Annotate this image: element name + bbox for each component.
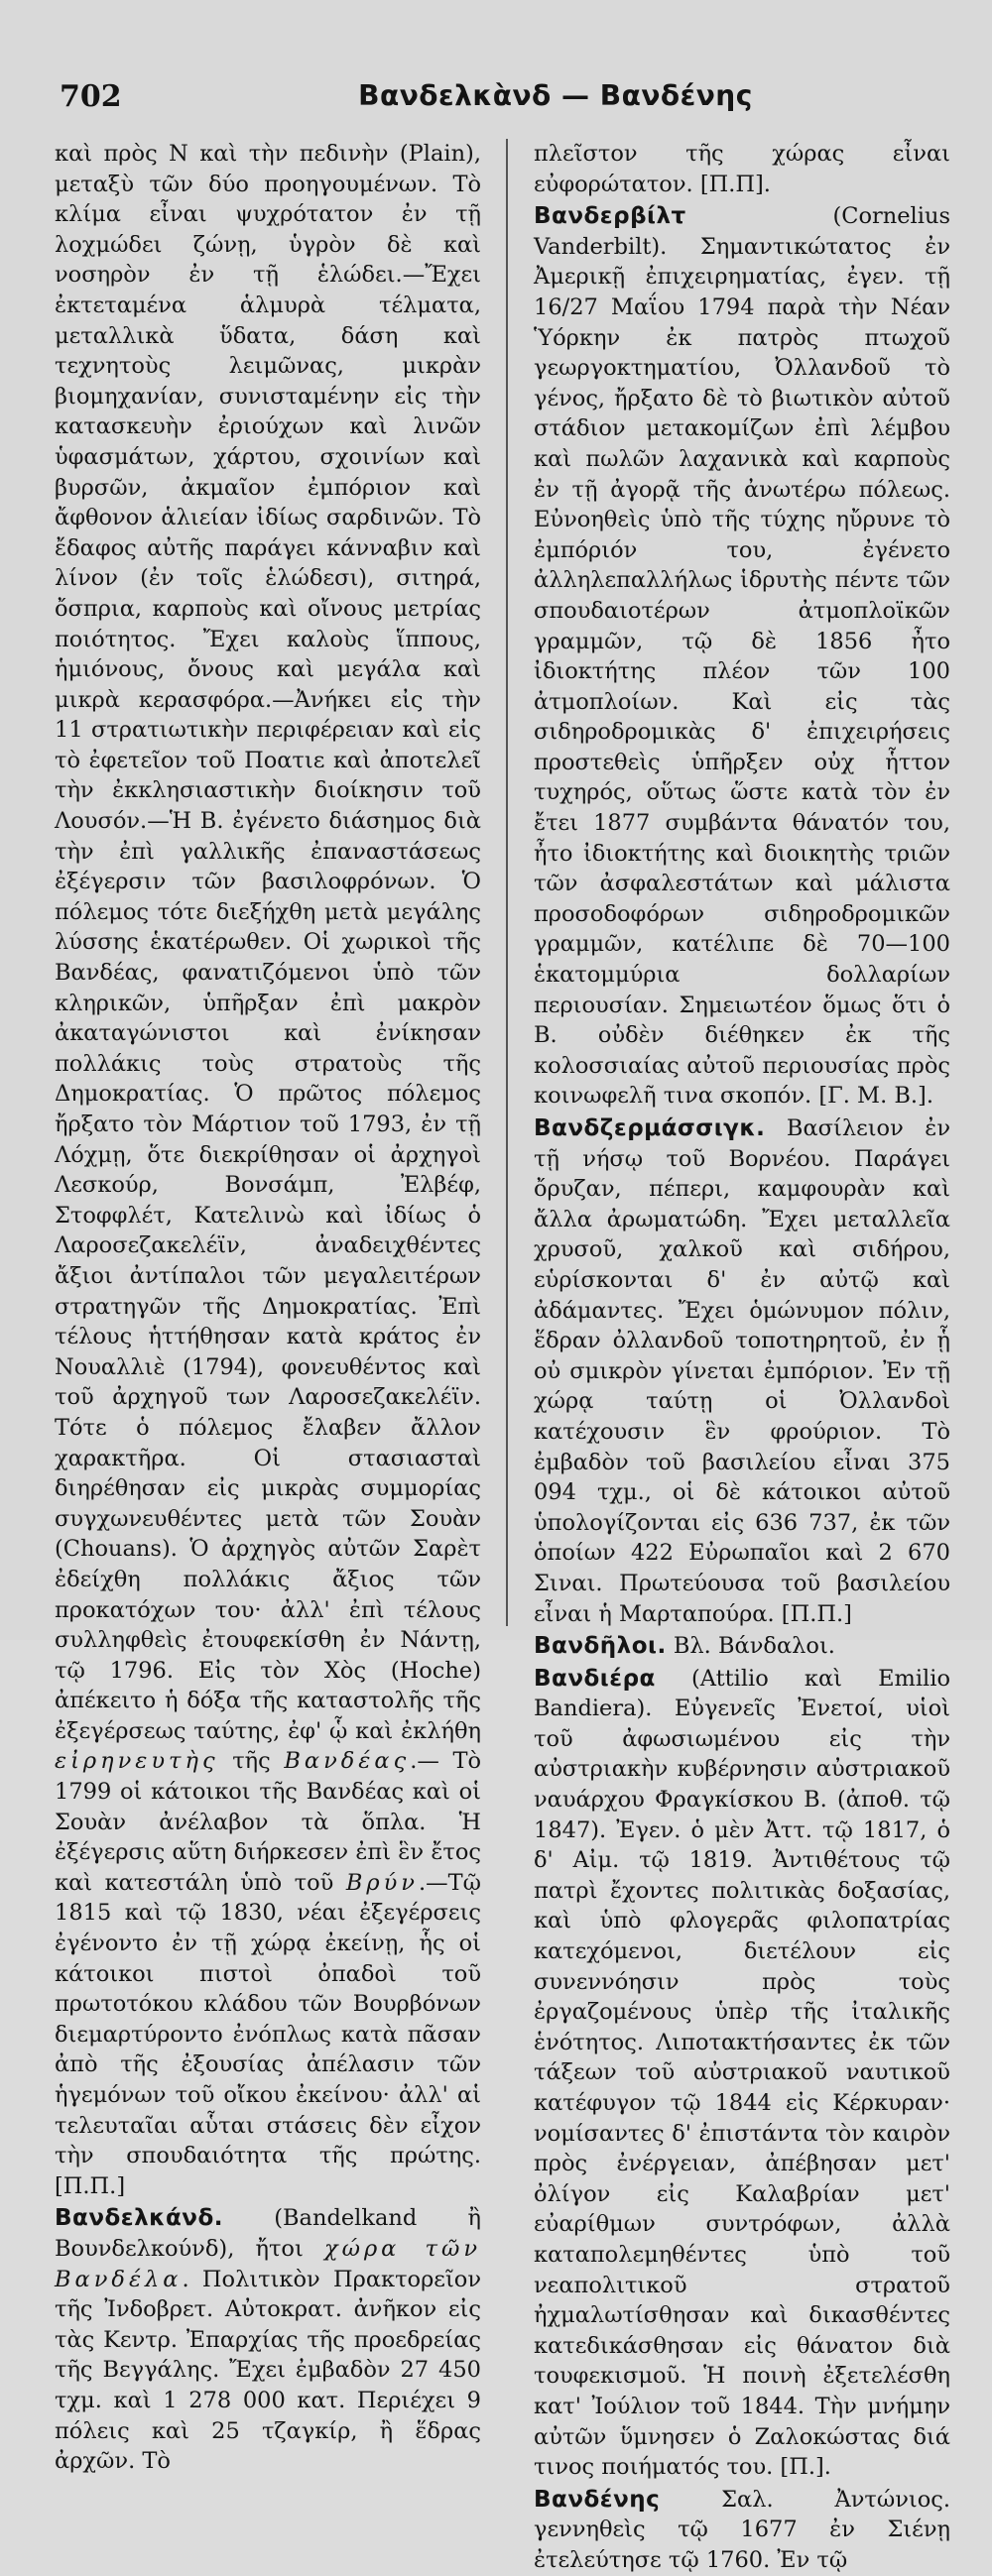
entry-bandjermasin (534, 1113, 950, 1629)
entry-bandelkand (55, 2203, 481, 2476)
entry-headword: Βανδένης (534, 2486, 661, 2513)
entry-text: (Cornelius Vanderbilt). Σημαντικώτατος ἐν Ἀμερικῇ ἐπιχειρηματίας, ἐγεν. τῇ 16/27 Μαΐου 1794 παρὰ τὴν Νέαν Ὑόρκην ἐκ πατρὸς πτωχοῦ γεωργοκτηματίου, Ὀλλανδοῦ τὸ γένος, ἤρξατο δὲ τὸ βιωτικὸν αὐτοῦ στάδιον μετακομίζων ἐπὶ λέμβου καὶ πωλῶν λαχανικὰ καὶ καρποὺς ἐν τῇ ἀγορᾷ τῆς ἀνωτέρω πόλεως. Εὐνοηθεὶς ὑπὸ τῆς τύχης ηὔρυνε τὸ ἐμπόριόν του, ἐγένετο ἀλληλεπαλλήλως ἱδρυτὴς πέντε τῶν σπουδαιοτέρων ἀτμοπλοϊκῶν γραμμῶν, τῷ δὲ 1856 ἦτο ἰδιοκτήτης πλέον τῶν 100 ἀτμοπλοίων. Καὶ εἰς τὰς σιδηροδρομικὰς δ' ἐπιχειρήσεις προστεθεὶς ὑπῆρξεν οὐχ ἧττον τυχηρός, οὕτως ὥστε κατὰ τὸν ἐν ἔτει 1877 συμβάντα θάνατόν του, ἦτο ἰδιοκτήτης καὶ διοικητὴς τριῶν τῶν ἀσφαλεστάτων καὶ μάλιστα προσοδοφόρων σιδηροδρομικῶν γραμμῶν, κατέλιπε δὲ 70—100 ἑκατομμύρια δολλαρίων περιουσίαν. Σημειωτέον ὅμως ὅτι ὁ Β. οὐδὲν διέθηκεν ἐκ τῆς κολοσσιαίας αὐτοῦ περιουσίας πρὸς κοινωφελῆ τινα σκοπόν. [Γ. Μ. Β.]. (534, 203, 950, 1110)
entry-vanderbilt (534, 201, 950, 1112)
entry-text: τῆς (232, 1748, 271, 1775)
spaced-text: εἰρηνευτὴς (55, 1748, 219, 1775)
entry-text: (Attilio καὶ Emilio Bandiera). Εὐγενεῖς Ἐνετοί, υἱοὶ τοῦ ἀφωσιωμένου εἰς τὴν αὐστριακὴν κυβέρνησιν αὐστριακοῦ ναυάρχου Φραγκίσκου Β. (ἀποθ. τῷ 1847). Ἐγεν. ὁ μὲν Ἀττ. τῷ 1817, ὁ δ' Αἰμ. τῷ 1819. Ἀντιθέτους τῷ πατρὶ ἔχοντες πολιτικὰς δοξασίας, καὶ ὑπὸ φλογερᾶς φιλοπατρίας κατεχόμενοι, διετέλουν εἰς συνεννόησιν πρὸς τοὺς ἐργαζομένους ὑπὲρ τῆς ἰταλικῆς ἑνότητος. Λιποτακτήσαντες ἐκ τῶν τάξεων τοῦ αὐστριακοῦ ναυτικοῦ κατέφυγον τῷ 1844 εἰς Κέρκυραν· νομίσαντες δ' ἐπιστάντα τὸν καιρὸν πρὸς ἐνέργειαν, ἀπέβησαν μετ' ὀλίγον εἰς Καλαβρίαν μετ' εὐαρίθμων συντρόφων, ἀλλὰ καταπολεμηθέντες ὑπὸ τοῦ νεαπολιτικοῦ στρατοῦ ἠχμαλωτίσθησαν καὶ δικασθέντες κατεδικάσθησαν εἰς θάνατον διὰ τουφεκισμοῦ. Ἡ ποινὴ ἐξετελέσθη κατ' Ἰούλιον τοῦ 1844. Τὴν μνήμην αὐτῶν ὕμνησεν ὁ Ζαλοκώστας διά τινος ποιήματός του. [Π.]. (534, 1665, 950, 2481)
entry-vandenis (534, 2485, 950, 2576)
entry-text: .—Τῷ 1815 καὶ τῷ 1830, νέαι ἐξεγέρσεις ἐγένοντο ἐν τῇ χώρᾳ ἐκείνῃ, ἧς οἱ κάτοικοι πιστοὶ ὀπαδοὶ τοῦ πρωτοτόκου κλάδου τῶν Βουρβόνων διεμαρτύροντο ἐνόπλως κατὰ πᾶσαν ἀπὸ τῆς ἐξουσίας ἀπέλασιν τῶν ἡγεμόνων τοῦ οἴκου ἐκείνου· ἀλλ' αἱ τελευταῖαι αὗται στάσεις δὲν εἶχον τὴν σπουδαιότητα τῆς πρώτης. [Π.Π.] (55, 1869, 481, 2199)
entry-text: . Πολιτικὸν Πρακτορεῖον τῆς Ἰνδοβρετ. Αὐτοκρατ. ἀνῆκον εἰς τὰς Κεντρ. Ἐπαρχίας τῆς προεδρείας τῆς Βεγγάλης. Ἔχει ἐμβαδὸν 27 450 τχμ. καὶ 1 278 000 κατ. Περιέχει 9 πόλεις καὶ 25 τζαγκίρ, ἢ ἕδρας ἀρχῶν. Τὸ (55, 2266, 481, 2475)
entry-continuation-bandelkand (534, 139, 950, 199)
entry-continuation-vendee (55, 139, 481, 2201)
page-header (60, 79, 952, 129)
entry-headword: Βανδιέρα (534, 1665, 656, 1692)
entry-headword: Βανδζερμάσσιγκ. (534, 1115, 766, 1141)
entry-text: (Bandelkand ἢ Βουνδελκούνδ), ἤτοι (55, 2205, 481, 2262)
entry-headword: Βανδελκάνδ. (55, 2205, 224, 2232)
entry-text: Σαλ. Ἀντώνιος. γεννηθεὶς τῷ 1677 ἐν Σιένῃ ἐτελεύτησε τῷ 1760. Ἐν τῷ (534, 2486, 950, 2573)
entry-text: καὶ πρὸς Ν καὶ τὴν πεδινὴν (Plain), μεταξὺ τῶν δύο προηγουμένων. Τὸ κλίμα εἶναι ψυχρότατον ἐν τῇ λοχμώδει ζώνῃ, ὑγρὸν δὲ καὶ νοσηρὸν ἐν τῇ ἑλώδει.—Ἔχει ἐκτεταμένα ἁλμυρὰ τέλματα, μεταλλικὰ ὕδατα, δάση καὶ τεχνητοὺς λειμῶνας, μικρὰν βιομηχανίαν, συνισταμένην εἰς τὴν κατασκευὴν ἐριούχων καὶ λινῶν ὑφασμάτων, χάρτου, σχοινίων καὶ βυρσῶν, ἀκμαῖον ἐμπόριον καὶ ἄφθονον ἁλιείαν ἰδίως σαρδινῶν. Τὸ ἔδαφος αὐτῆς παράγει κάνναβιν καὶ λίνον (ἐν τοῖς ἑλώδεσι), σιτηρά, ὄσπρια, καρποὺς καὶ οἴνους μετρίας ποιότητος. Ἔχει καλοὺς ἵππους, ἡμιόνους, ὄνους καὶ μεγάλα καὶ μικρὰ κερασφόρα.—Ἀνήκει εἰς τὴν 11 στρατιωτικὴν περιφέρειαν καὶ εἰς τὸ ἐφετεῖον τοῦ Ποατιε καὶ ἀποτελεῖ τὴν ἐκκλησιαστικὴν διοίκησιν τοῦ Λουσόν.—Ἡ Β. ἐγένετο διάσημος διὰ τὴν ἐπὶ γαλλικῆς ἐπαναστάσεως ἐξέγερσιν τῶν βασιλοφρόνων. Ὁ πόλεμος τότε διεξήχθη μετὰ μεγάλης λύσσης ἑκατέρωθεν. Οἱ χωρικοὶ τῆς Βανδέας, φανατιζόμενοι ὑπὸ τῶν κληρικῶν, ὑπῆρξαν ἐπὶ μακρὸν ἀκαταγώνιστοι καὶ ἐνίκησαν πολλάκις τοὺς στρατοὺς τῆς Δημοκρατίας. Ὁ πρῶτος πόλεμος ἤρξατο τὸν Μάρτιον τοῦ 1793, ἐν τῇ Λόχμῃ, ὅτε διεκρίθησαν οἱ ἀρχηγοὶ Λεσκούρ, Βονσάμπ, Ἐλβέφ, Στοφφλέτ, Κατελινὼ καὶ ἰδίως ὁ Λαροσεζακελέϊν, ἀναδειχθέντες ἄξιοι ἀντίπαλοι τῶν μεγαλειτέρων στρατηγῶν τῆς Δημοκρατίας. Ἐπὶ τέλους ἡττήθησαν κατὰ κράτος ἐν Νουαλλιὲ (1794), φονευθέντος καὶ τοῦ ἀρχηγοῦ των Λαροσεζακελέϊν. Τότε ὁ πόλεμος ἔλαβεν ἄλλον χαρακτῆρα. Οἱ στασιασταὶ διηρέθησαν εἰς μικρὰς συμμορίας συγχωνευθέντες μετὰ τῶν Σουὰν (Chouans). Ὁ ἀρχηγὸς αὐτῶν Σαρὲτ ἐδείχθη πολλάκις ἄξιος τῶν προκατόχων του· ἀλλ' ἐπὶ τέλους συλληφθεὶς ἐτουφεκίσθη ἐν Νάντῃ, τῷ 1796. Εἰς τὸν Χὸς (Hoche) ἀπέκειτο ἡ δόξα τῆς καταστολῆς τῆς ἐξεγέρσεως ταύτης, ἐφ' ᾧ καὶ ἐκλήθη (55, 141, 481, 1744)
entry-text: .— Τὸ 1799 οἱ κάτοικοι τῆς Βανδέας καὶ οἱ Σουὰν ἀνέλαβον τὰ ὅπλα. Ἡ ἐξέγερσις αὕτη διήρκεσεν ἐπὶ ἓν ἔτος καὶ κατεστάλη ὑπὸ τοῦ (55, 1748, 482, 1896)
running-head: Βανδελκὰνδ — Βανδένης (358, 79, 753, 112)
column-divider (506, 139, 508, 1626)
spaced-text: χώρα τῶν Βανδέλα (55, 2235, 482, 2292)
entry-vandals (534, 1631, 950, 1662)
entry-text: Βασίλειον ἐν τῇ νήσῳ τοῦ Βορνέου. Παράγει ὄρυζαν, πέπερι, καμφουρὰν καὶ ἄλλα ἀρωματώδη. Ἔχει μεταλλεῖα χρυσοῦ, χαλκοῦ καὶ σιδήρου, εὑρίσκονται δ' ἐν αὐτῷ καὶ ἀδάμαντες. Ἔχει ὁμώνυμον πόλιν, ἕδραν ὀλλανδοῦ τοποτηρητοῦ, ἐν ᾗ οὐ σμικρὸν γίνεται ἐμπόριον. Ἐν τῇ χώρᾳ ταύτῃ οἱ Ὀλλανδοὶ κατέχουσιν ἓν φρούριον. Τὸ ἐμβαδὸν τοῦ βασιλείου εἶναι 375 094 τχμ., οἱ δὲ κάτοικοι αὐτοῦ ὑπολογίζονται εἰς 636 737, ἐκ τῶν ὁποίων 422 Εὐρωπαῖοι καὶ 2 670 Σιναι. Πρωτεύουσα τοῦ βασιλείου εἶναι ἡ Μαρταπούρα. [Π.Π.] (534, 1115, 951, 1627)
left-column (55, 139, 481, 2477)
entry-text: πλεῖστον τῆς χώρας εἶναι εὐφορώτατον. [Π.Π]. (534, 141, 950, 197)
spaced-text: Βρύν (345, 1869, 419, 1896)
entry-bandiera (534, 1664, 950, 2483)
entry-headword: Βανδῆλοι. (534, 1633, 667, 1660)
entry-headword: Βανδερβίλτ (534, 203, 686, 230)
page-number: 702 (60, 79, 122, 114)
right-column (534, 139, 950, 2576)
entry-text: Βλ. Βάνδαλοι. (673, 1633, 835, 1660)
spaced-text: Βανδέας (284, 1748, 411, 1775)
